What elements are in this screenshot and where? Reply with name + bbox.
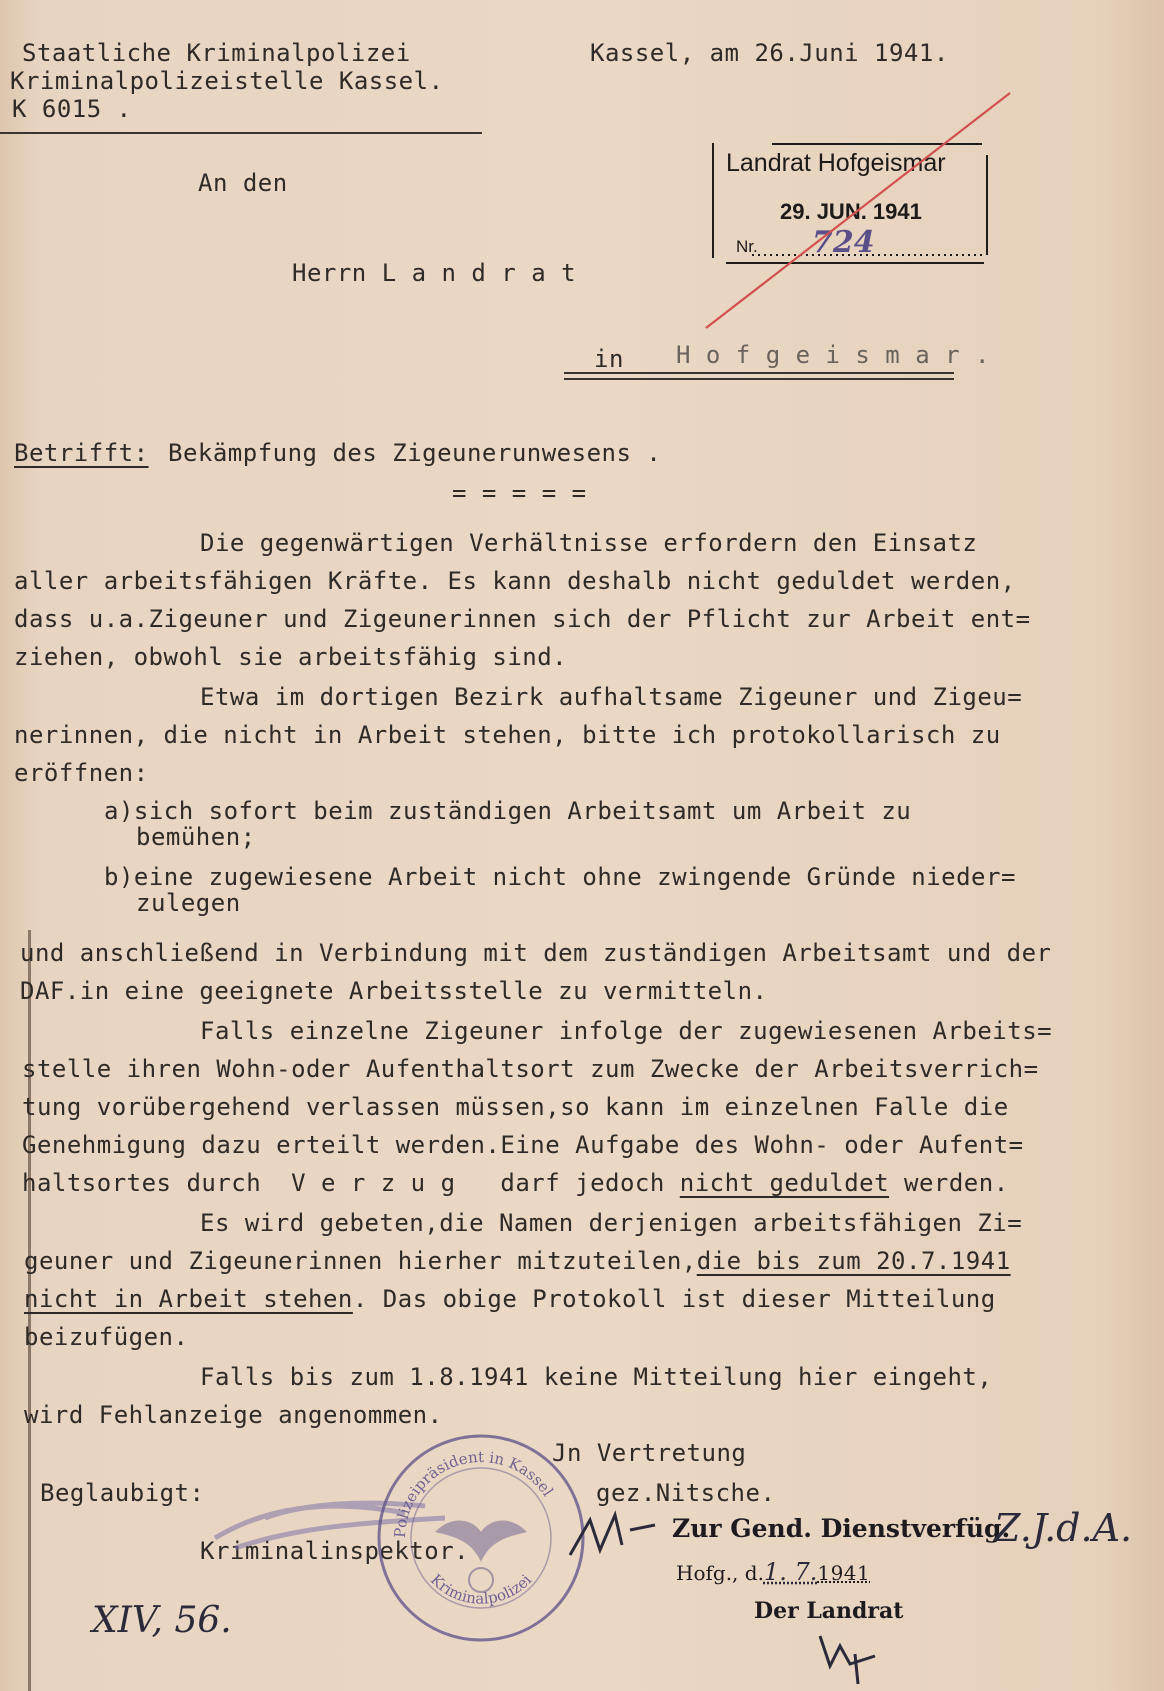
- p1-line-2: aller arbeitsfähigen Kräfte. Es kann deshalb nicht geduldet werden,: [14, 567, 1016, 595]
- forward-stamp-date: 1. 7.: [763, 1558, 818, 1586]
- recipient-in: in: [594, 345, 624, 373]
- stamp-office: Landrat Hofgeismar: [726, 149, 946, 177]
- handwritten-initials-right: Z.J.d.A.: [994, 1506, 1133, 1550]
- sender-line-1: Staatliche Kriminalpolizei: [22, 39, 411, 67]
- place-date: Kassel, am 26.Juni 1941.: [590, 39, 949, 67]
- p4-line-5: [22, 1168, 1009, 1198]
- p3-line-2: DAF.in eine geeignete Arbeitsstelle zu vermitteln.: [20, 977, 768, 1005]
- p2-line-2: nerinnen, die nicht in Arbeit stehen, bitte ich protokollarisch zu: [14, 721, 1001, 749]
- sender-line-2: Kriminalpolizeistelle Kassel.: [10, 67, 444, 95]
- seal-text-layer: [375, 1432, 587, 1644]
- police-seal: [375, 1432, 587, 1644]
- handwritten-initial-bottom: [800, 1626, 890, 1686]
- forward-stamp-line-1: Zur Gend. Dienstverfüg.: [672, 1514, 1011, 1543]
- item-b-line-1: b)eine zugewiesene Arbeit nicht ohne zwingende Gründe nieder=: [104, 863, 1016, 891]
- forward-stamp-line-2: [676, 1558, 870, 1586]
- forward-stamp-prefix: Hofg., d.: [676, 1561, 764, 1585]
- subject-separator: = = = = =: [452, 479, 587, 507]
- handwritten-paraph: [560, 1510, 670, 1570]
- p4-line-5-start: haltsortes durch V e r z u g darf jedoch: [22, 1169, 680, 1197]
- p6-line-1: Falls bis zum 1.8.1941 keine Mitteilung hier eingeht,: [200, 1363, 993, 1391]
- recipient-to: An den: [198, 169, 288, 197]
- p2-line-1: Etwa im dortigen Bezirk aufhaltsame Zigeuner und Zigeu=: [200, 683, 1023, 711]
- seal-text-top: Polizeipräsident in Kassel: [390, 1447, 557, 1539]
- signer-rank: Kriminalinspektor.: [200, 1537, 470, 1565]
- p5-line-3-end: . Das obige Protokoll ist dieser Mitteilung: [352, 1285, 996, 1313]
- stamp-date: 29. JUN. 1941: [780, 199, 922, 224]
- p4-line-5-end: werden.: [889, 1169, 1009, 1197]
- item-a-line-1: a)sich sofort beim zuständigen Arbeitsamt um Arbeit zu: [104, 797, 912, 825]
- item-b-line-2: zulegen: [136, 889, 241, 917]
- forward-stamp-line-3: Der Landrat: [754, 1598, 904, 1624]
- recipient-double-rule: [564, 372, 954, 380]
- item-a-line-2: bemühen;: [136, 823, 256, 851]
- forward-stamp-year: 1941: [817, 1561, 871, 1585]
- recipient-city: H o f g e i s m a r .: [676, 341, 990, 369]
- p4-line-1: Falls einzelne Zigeuner infolge der zugewiesenen Arbeits=: [200, 1017, 1053, 1045]
- p3-line-1: und anschließend in Verbindung mit dem zuständigen Arbeitsamt und der: [20, 939, 1052, 967]
- p1-line-3: dass u.a.Zigeuner und Zigeunerinnen sich der Pflicht zur Arbeit ent=: [14, 605, 1031, 633]
- signed-name: gez.Nitsche.: [596, 1479, 776, 1507]
- p1-line-4: ziehen, obwohl sie arbeitsfähig sind.: [14, 643, 568, 671]
- p4-line-4: Genehmigung dazu erteilt werden.Eine Aufgabe des Wohn- oder Aufent=: [22, 1131, 1024, 1159]
- p4-line-2: stelle ihren Wohn-oder Aufenthaltsort zum Zwecke der Arbeitsverrich=: [22, 1055, 1039, 1083]
- p4-underlined-phrase: nicht geduldet: [679, 1169, 890, 1197]
- recipient-title: Herrn L a n d r a t: [292, 259, 577, 287]
- reference-number: K 6015 .: [12, 95, 132, 123]
- p4-line-3: tung vorübergehend verlassen müssen,so kann im einzelnen Falle die: [22, 1093, 1009, 1121]
- red-pencil-mark: [700, 88, 1020, 333]
- p5-line-4: beizufügen.: [24, 1323, 189, 1351]
- p5-line-1: Es wird gebeten,die Namen derjenigen arbeitsfähigen Zi=: [200, 1209, 1023, 1237]
- p5-line-2-start: geuner und Zigeunerinnen hierher mitzuteilen,: [24, 1247, 697, 1275]
- certified-label: Beglaubigt:: [40, 1479, 205, 1507]
- seal-text-bottom: Kriminalpolizei: [426, 1570, 536, 1608]
- p2-line-3: eröffnen:: [14, 759, 149, 787]
- stamp-number-label: Nr.: [736, 237, 758, 256]
- p5-line-3: [24, 1284, 996, 1314]
- deputy-line: Jn Vertretung: [552, 1439, 747, 1467]
- p5-not-working-underlined: nicht in Arbeit stehen: [24, 1285, 353, 1313]
- handwritten-file-mark: XIV, 56.: [92, 1600, 232, 1641]
- p5-line-2: [24, 1246, 1011, 1276]
- header-rule: [0, 132, 482, 134]
- subject-label: Betrifft:: [14, 439, 149, 467]
- p5-deadline-underlined: die bis zum 20.7.1941: [696, 1247, 1011, 1275]
- subject-text: Bekämpfung des Zigeunerunwesens .: [168, 439, 662, 467]
- stamp-number: 724: [812, 225, 875, 260]
- p6-line-2: wird Fehlanzeige angenommen.: [24, 1401, 443, 1429]
- p1-line-1: Die gegenwärtigen Verhältnisse erfordern den Einsatz: [200, 529, 978, 557]
